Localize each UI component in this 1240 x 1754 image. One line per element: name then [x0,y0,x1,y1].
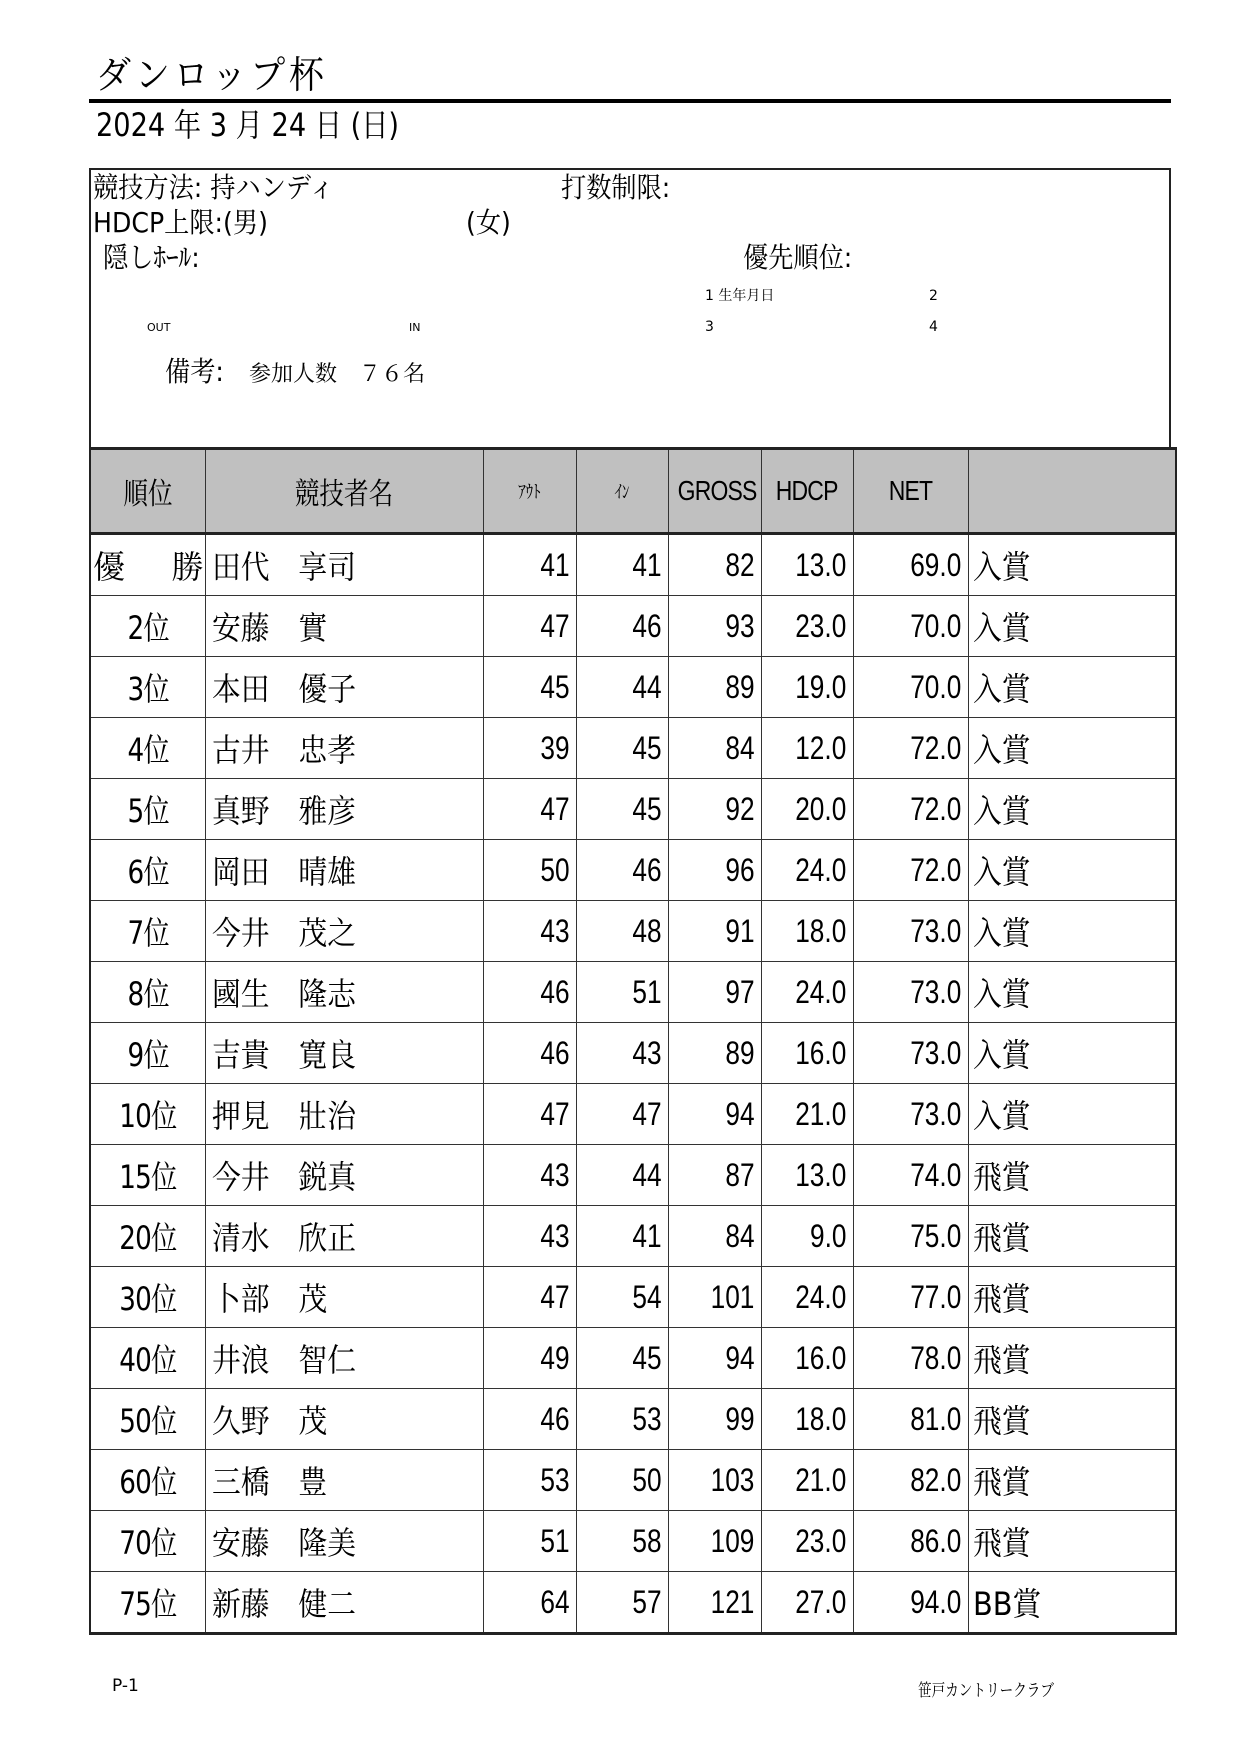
cell-prize: 入賞 [968,1023,1176,1084]
hdcp-female-label: (女) [466,206,511,239]
cell-in: 45 [576,1328,668,1389]
table-row [90,1450,1176,1511]
cell-out: 46 [483,1023,576,1084]
cell-net: 86.0 [853,1511,968,1572]
cell-out: 47 [483,779,576,840]
cell-player-name: 今井 茂之 [205,901,483,962]
priority-2: 2 [929,288,938,304]
table-row [90,1145,1176,1206]
cell-player-name: 安藤 實 [205,596,483,657]
event-date: 2024 年 3 月 24 日 (日) [96,106,400,144]
header-rank: 順位 [90,449,205,534]
cell-player-name: 押見 壯治 [205,1084,483,1145]
cell-gross: 93 [668,596,761,657]
table-header-row [90,449,1176,534]
table-row [90,962,1176,1023]
page-number: P-1 [112,1676,139,1696]
cell-prize: 入賞 [968,718,1176,779]
cell-in: 44 [576,657,668,718]
cell-player-name: 今井 鋭真 [205,1145,483,1206]
cell-rank: 6位 [90,840,205,901]
cell-out: 43 [483,1145,576,1206]
priority-3: 3 [705,319,714,335]
cell-rank: 40位 [90,1328,205,1389]
cell-rank: 75位 [90,1572,205,1634]
cell-hdcp: 13.0 [761,1145,853,1206]
cell-net: 81.0 [853,1389,968,1450]
cell-hdcp: 20.0 [761,779,853,840]
cell-out: 47 [483,596,576,657]
cell-gross: 94 [668,1328,761,1389]
cell-in: 41 [576,534,668,596]
table-row [90,657,1176,718]
cell-prize: 入賞 [968,596,1176,657]
cell-rank: 3位 [90,657,205,718]
cell-prize: 入賞 [968,779,1176,840]
cell-gross: 99 [668,1389,761,1450]
cell-player-name: 真野 雅彦 [205,779,483,840]
hdcp-limit-label: HDCP上限:(男) [93,206,268,239]
cell-hdcp: 18.0 [761,901,853,962]
cell-hdcp: 12.0 [761,718,853,779]
cell-gross: 82 [668,534,761,596]
cell-net: 73.0 [853,1084,968,1145]
cell-player-name: 三橋 豊 [205,1450,483,1511]
table-row [90,1084,1176,1145]
cell-out: 53 [483,1450,576,1511]
cell-in: 50 [576,1450,668,1511]
cell-rank: 9位 [90,1023,205,1084]
cell-rank: 70位 [90,1511,205,1572]
header-prize [968,449,1176,534]
cell-out: 50 [483,840,576,901]
cell-prize: 入賞 [968,840,1176,901]
cell-gross: 89 [668,1023,761,1084]
cell-player-name: 井浪 智仁 [205,1328,483,1389]
priority-label: 優先順位: [743,241,853,274]
cell-rank: 4位 [90,718,205,779]
table-row [90,1389,1176,1450]
cell-out: 46 [483,1389,576,1450]
cell-rank: 30位 [90,1267,205,1328]
cell-out: 51 [483,1511,576,1572]
cell-net: 73.0 [853,1023,968,1084]
cell-net: 82.0 [853,1450,968,1511]
table-row [90,1267,1176,1328]
competition-method: 競技方法: 持ハンディ [93,171,335,204]
cell-player-name: 岡田 晴雄 [205,840,483,901]
cell-net: 78.0 [853,1328,968,1389]
cell-prize: 入賞 [968,657,1176,718]
cell-gross: 84 [668,718,761,779]
cell-gross: 121 [668,1572,761,1634]
cell-net: 72.0 [853,779,968,840]
cell-player-name: 卜部 茂 [205,1267,483,1328]
remarks-value: 参加人数 ７６名 [249,362,426,387]
header-player-name: 競技者名 [205,449,483,534]
cell-gross: 94 [668,1084,761,1145]
cell-prize: BB賞 [968,1572,1176,1634]
cell-out: 43 [483,901,576,962]
cell-prize: 入賞 [968,534,1176,596]
cell-hdcp: 24.0 [761,840,853,901]
table-row [90,1206,1176,1267]
cell-hdcp: 23.0 [761,596,853,657]
cell-player-name: 清水 欣正 [205,1206,483,1267]
cell-net: 73.0 [853,901,968,962]
cell-player-name: 田代 享司 [205,534,483,596]
cell-gross: 87 [668,1145,761,1206]
cell-net: 94.0 [853,1572,968,1634]
cell-prize: 飛賞 [968,1145,1176,1206]
table-row [90,779,1176,840]
priority-4: 4 [929,319,938,335]
table-row [90,901,1176,962]
cell-hdcp: 16.0 [761,1023,853,1084]
table-row [90,1328,1176,1389]
cell-gross: 92 [668,779,761,840]
cell-rank: 5位 [90,779,205,840]
cell-in: 47 [576,1084,668,1145]
cell-hdcp: 16.0 [761,1328,853,1389]
cell-hdcp: 27.0 [761,1572,853,1634]
cell-player-name: 古井 忠孝 [205,718,483,779]
remarks-label: 備考: [165,355,224,388]
cell-hdcp: 24.0 [761,1267,853,1328]
cell-net: 74.0 [853,1145,968,1206]
cell-in: 48 [576,901,668,962]
cell-hdcp: 24.0 [761,962,853,1023]
stroke-limit-label: 打数制限: [561,171,671,204]
cell-in: 45 [576,718,668,779]
cell-out: 46 [483,962,576,1023]
table-row [90,1023,1176,1084]
cell-rank: 8位 [90,962,205,1023]
cell-out: 49 [483,1328,576,1389]
cell-prize: 飛賞 [968,1206,1176,1267]
cell-out: 47 [483,1084,576,1145]
cell-gross: 101 [668,1267,761,1328]
cell-net: 72.0 [853,840,968,901]
cell-hdcp: 13.0 [761,534,853,596]
results-table [89,447,1177,1635]
cell-out: 41 [483,534,576,596]
cell-out: 39 [483,718,576,779]
cell-prize: 飛賞 [968,1267,1176,1328]
cell-in: 57 [576,1572,668,1634]
title-underline [89,99,1171,103]
cell-in: 44 [576,1145,668,1206]
header-hdcp: HDCP [761,449,853,534]
document-title: ダンロップ杯 [96,53,328,97]
cell-prize: 飛賞 [968,1511,1176,1572]
header-net: NET [853,449,968,534]
cell-gross: 91 [668,901,761,962]
cell-rank: 10位 [90,1084,205,1145]
cell-net: 70.0 [853,657,968,718]
cell-rank: 7位 [90,901,205,962]
cell-out: 47 [483,1267,576,1328]
cell-rank: 優 勝 [90,534,205,596]
cell-player-name: 國生 隆志 [205,962,483,1023]
table-row [90,596,1176,657]
cell-gross: 96 [668,840,761,901]
cell-prize: 入賞 [968,901,1176,962]
cell-hdcp: 18.0 [761,1389,853,1450]
cell-rank: 20位 [90,1206,205,1267]
cell-rank: 15位 [90,1145,205,1206]
cell-prize: 入賞 [968,1084,1176,1145]
cell-gross: 84 [668,1206,761,1267]
hidden-hole-label: 隠しﾎｰﾙ: [103,241,200,274]
cell-gross: 97 [668,962,761,1023]
cell-gross: 109 [668,1511,761,1572]
in-label: IN [409,321,421,334]
table-row [90,840,1176,901]
cell-hdcp: 23.0 [761,1511,853,1572]
cell-player-name: 新藤 健二 [205,1572,483,1634]
cell-net: 77.0 [853,1267,968,1328]
cell-hdcp: 19.0 [761,657,853,718]
header-gross: GROSS [668,449,761,534]
club-name: 笹戸カントリークラブ [918,1681,1054,1701]
cell-hdcp: 21.0 [761,1084,853,1145]
cell-rank: 50位 [90,1389,205,1450]
cell-prize: 入賞 [968,962,1176,1023]
cell-hdcp: 21.0 [761,1450,853,1511]
cell-in: 46 [576,596,668,657]
cell-rank: 60位 [90,1450,205,1511]
priority-1: 1 生年月日 [705,288,775,304]
cell-rank: 2位 [90,596,205,657]
cell-player-name: 本田 優子 [205,657,483,718]
competition-info-box [89,168,1171,447]
table-row [90,718,1176,779]
cell-player-name: 吉貴 寛良 [205,1023,483,1084]
cell-in: 46 [576,840,668,901]
cell-prize: 飛賞 [968,1328,1176,1389]
cell-prize: 飛賞 [968,1450,1176,1511]
cell-net: 73.0 [853,962,968,1023]
cell-in: 58 [576,1511,668,1572]
cell-net: 75.0 [853,1206,968,1267]
cell-player-name: 久野 茂 [205,1389,483,1450]
cell-net: 69.0 [853,534,968,596]
table-row [90,534,1176,596]
out-label: OUT [147,321,171,334]
cell-net: 72.0 [853,718,968,779]
cell-in: 51 [576,962,668,1023]
cell-net: 70.0 [853,596,968,657]
cell-in: 41 [576,1206,668,1267]
header-in: ｲﾝ [576,449,668,534]
cell-player-name: 安藤 隆美 [205,1511,483,1572]
cell-in: 43 [576,1023,668,1084]
cell-in: 45 [576,779,668,840]
cell-in: 54 [576,1267,668,1328]
cell-in: 53 [576,1389,668,1450]
cell-prize: 飛賞 [968,1389,1176,1450]
cell-out: 43 [483,1206,576,1267]
cell-gross: 103 [668,1450,761,1511]
header-out: ｱｳﾄ [483,449,576,534]
table-row [90,1572,1176,1634]
table-row [90,1511,1176,1572]
cell-hdcp: 9.0 [761,1206,853,1267]
cell-gross: 89 [668,657,761,718]
cell-out: 64 [483,1572,576,1634]
cell-out: 45 [483,657,576,718]
